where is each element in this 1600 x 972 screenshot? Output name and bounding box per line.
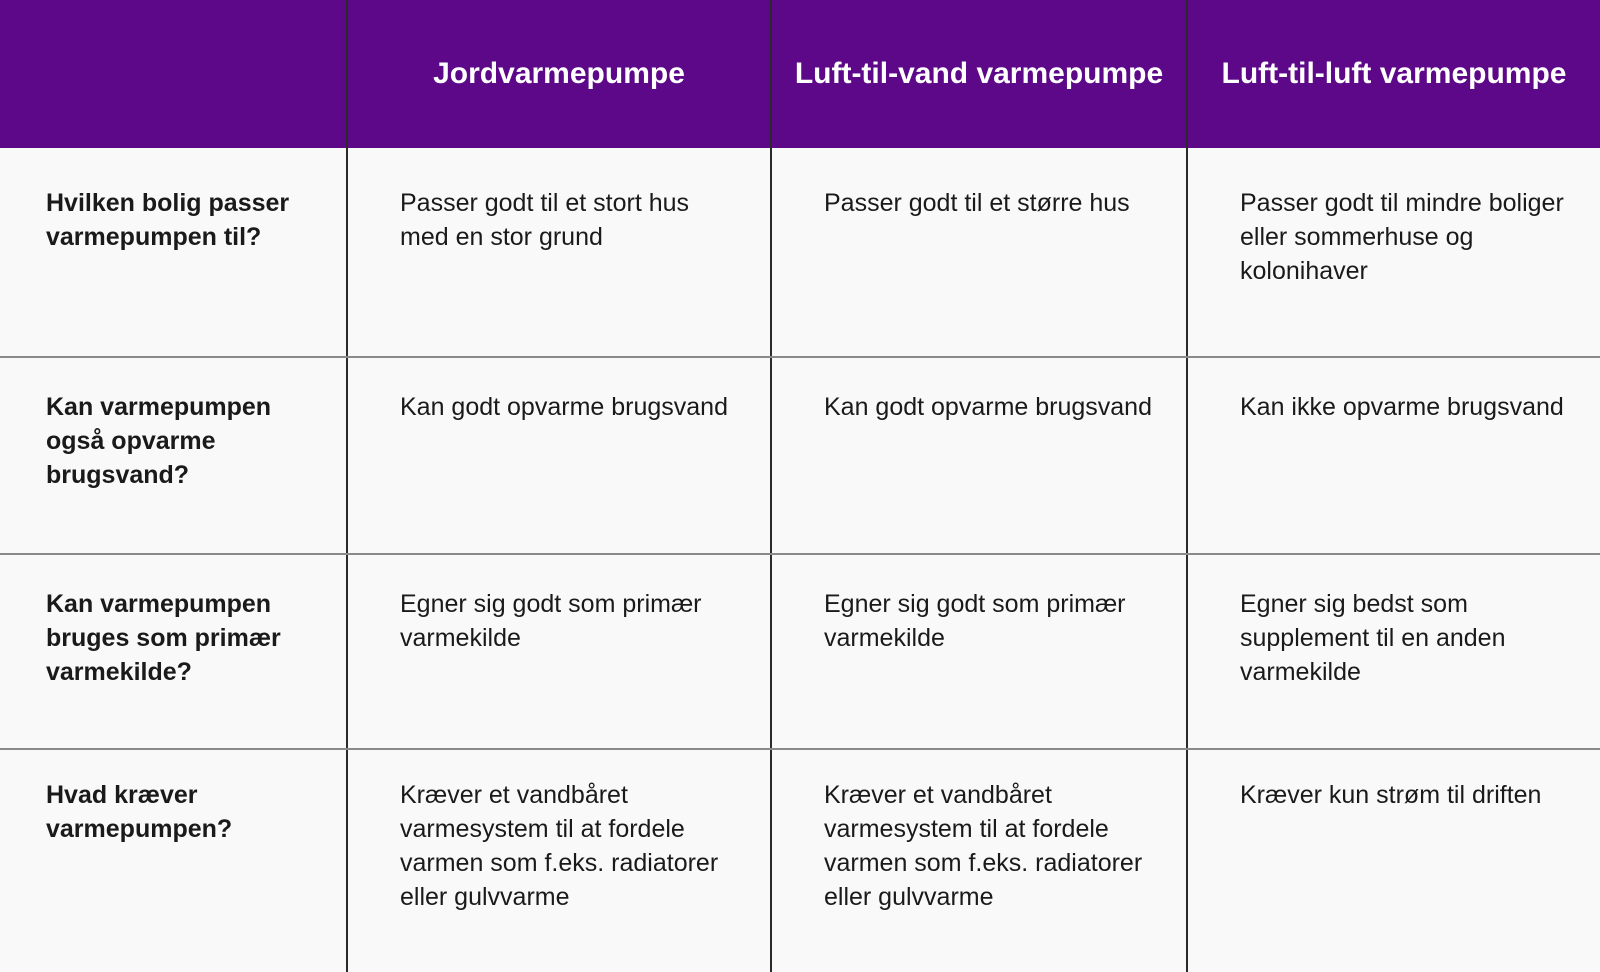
- cell-jordvarmepumpe: Kræver et vandbåret varmesystem til at fordele varmen som f.eks. radiatorer eller gulvvarme: [347, 749, 771, 972]
- table-row: [0, 357, 1600, 554]
- cell-jordvarmepumpe: Kan godt opvarme brugsvand: [347, 357, 771, 554]
- cell-luft-til-luft: Egner sig bedst som supplement til en anden varmekilde: [1187, 554, 1600, 749]
- cell-luft-til-vand: Kræver et vandbåret varmesystem til at fordele varmen som f.eks. radiatorer eller gulvvarme: [771, 749, 1187, 972]
- header-empty-cell: [0, 0, 347, 148]
- header-luft-til-luft: Luft-til-luft varmepumpe: [1187, 0, 1600, 148]
- cell-luft-til-vand: Kan godt opvarme brugsvand: [771, 357, 1187, 554]
- cell-jordvarmepumpe: Egner sig godt som primær varmekilde: [347, 554, 771, 749]
- row-question: Kan varmepumpen bruges som primær varmekilde?: [0, 554, 347, 749]
- cell-luft-til-luft: Kan ikke opvarme brugsvand: [1187, 357, 1600, 554]
- table-row: [0, 554, 1600, 749]
- table-body: [0, 148, 1600, 972]
- header-jordvarmepumpe: Jordvarmepumpe: [347, 0, 771, 148]
- cell-jordvarmepumpe: Passer godt til et stort hus med en stor grund: [347, 148, 771, 357]
- table-row: [0, 749, 1600, 972]
- cell-luft-til-luft: Passer godt til mindre boliger eller sommerhuse og kolonihaver: [1187, 148, 1600, 357]
- row-question: Hvad kræver varmepumpen?: [0, 749, 347, 972]
- row-question: Kan varmepumpen også opvarme brugsvand?: [0, 357, 347, 554]
- cell-luft-til-luft: Kræver kun strøm til driften: [1187, 749, 1600, 972]
- table-header: [0, 0, 1600, 148]
- cell-luft-til-vand: Egner sig godt som primær varmekilde: [771, 554, 1187, 749]
- row-question: Hvilken bolig passer varmepumpen til?: [0, 148, 347, 357]
- header-row: [0, 0, 1600, 148]
- table-row: [0, 148, 1600, 357]
- header-luft-til-vand: Luft-til-vand varmepumpe: [771, 0, 1187, 148]
- cell-luft-til-vand: Passer godt til et større hus: [771, 148, 1187, 357]
